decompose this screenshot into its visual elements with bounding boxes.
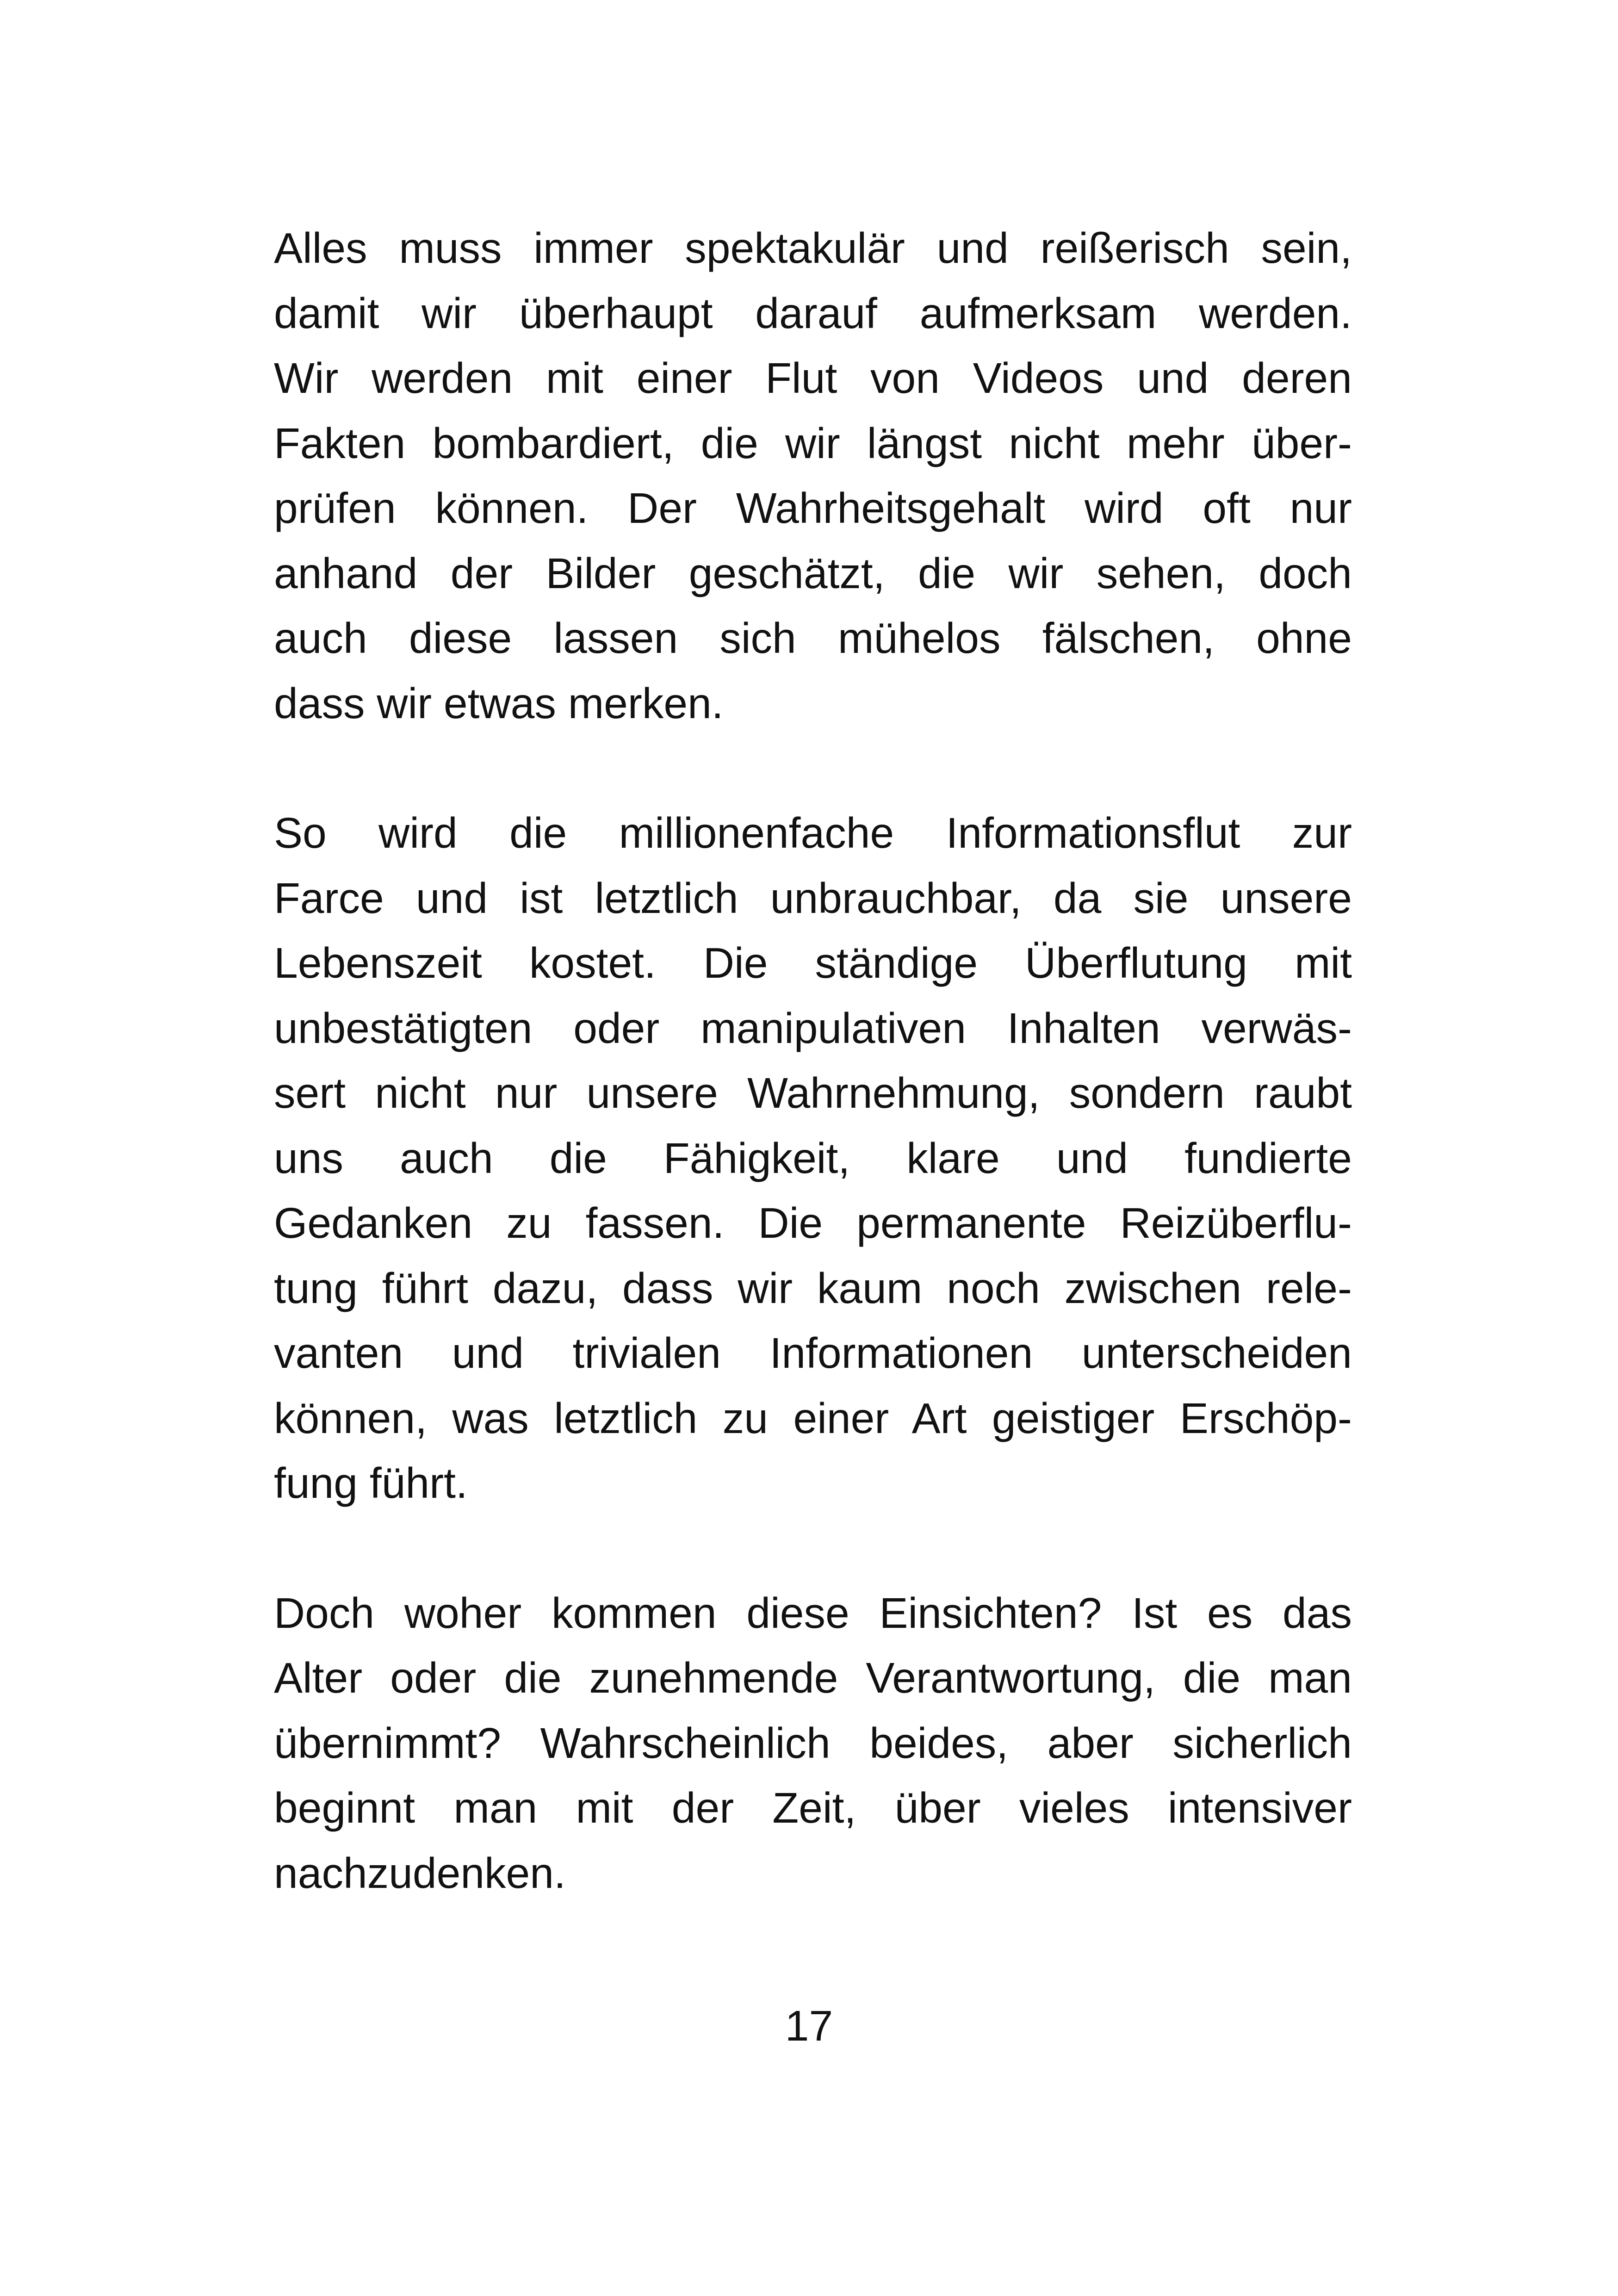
paragraph-2 xyxy=(274,800,1352,1516)
text-line: können, was letztlich zu einer Art geistiger Erschöp- xyxy=(274,1394,1352,1442)
text-line: Gedanken zu fassen. Die permanente Reizüberflu- xyxy=(274,1199,1352,1247)
paragraph-3 xyxy=(274,1581,1352,1906)
text-line: fung führt. xyxy=(274,1459,468,1507)
text-line: Alter oder die zunehmende Verantwortung, die man xyxy=(274,1654,1352,1702)
text-line: damit wir überhaupt darauf aufmerksam werden. xyxy=(274,289,1352,337)
text-line: nachzudenken. xyxy=(274,1849,566,1897)
paragraph-1 xyxy=(274,216,1352,736)
text-line: dass wir etwas merken. xyxy=(274,679,724,727)
page-number: 17 xyxy=(785,2002,833,2050)
body-text xyxy=(274,216,1352,1970)
text-line: anhand der Bilder geschätzt, die wir sehen, doch xyxy=(274,549,1352,597)
text-line: uns auch die Fähigkeit, klare und fundierte xyxy=(274,1134,1352,1182)
text-line: Farce und ist letztlich unbrauchbar, da sie unsere xyxy=(274,874,1352,922)
text-line: Lebenszeit kostet. Die ständige Überflutung mit xyxy=(274,939,1352,987)
text-line: Alles muss immer spektakulär und reißerisch sein, xyxy=(274,224,1352,272)
text-line: So wird die millionenfache Informationsflut zur xyxy=(274,809,1352,857)
text-line: Wir werden mit einer Flut von Videos und deren xyxy=(274,354,1352,402)
text-line: beginnt man mit der Zeit, über vieles intensiver xyxy=(274,1784,1352,1832)
text-line: prüfen können. Der Wahrheitsgehalt wird oft nur xyxy=(274,484,1352,532)
text-line: Fakten bombardiert, die wir längst nicht mehr über- xyxy=(274,419,1352,467)
text-line: auch diese lassen sich mühelos fälschen, ohne xyxy=(274,614,1352,662)
text-line: tung führt dazu, dass wir kaum noch zwischen rele- xyxy=(274,1264,1352,1312)
text-line: sert nicht nur unsere Wahrnehmung, sondern raubt xyxy=(274,1069,1352,1117)
text-line: übernimmt? Wahrscheinlich beides, aber sicherlich xyxy=(274,1719,1352,1767)
text-line: unbestätigten oder manipulativen Inhalten verwäs- xyxy=(274,1004,1352,1052)
text-line: Doch woher kommen diese Einsichten? Ist es das xyxy=(274,1589,1352,1637)
text-line: vanten und trivialen Informationen unterscheiden xyxy=(274,1329,1352,1377)
